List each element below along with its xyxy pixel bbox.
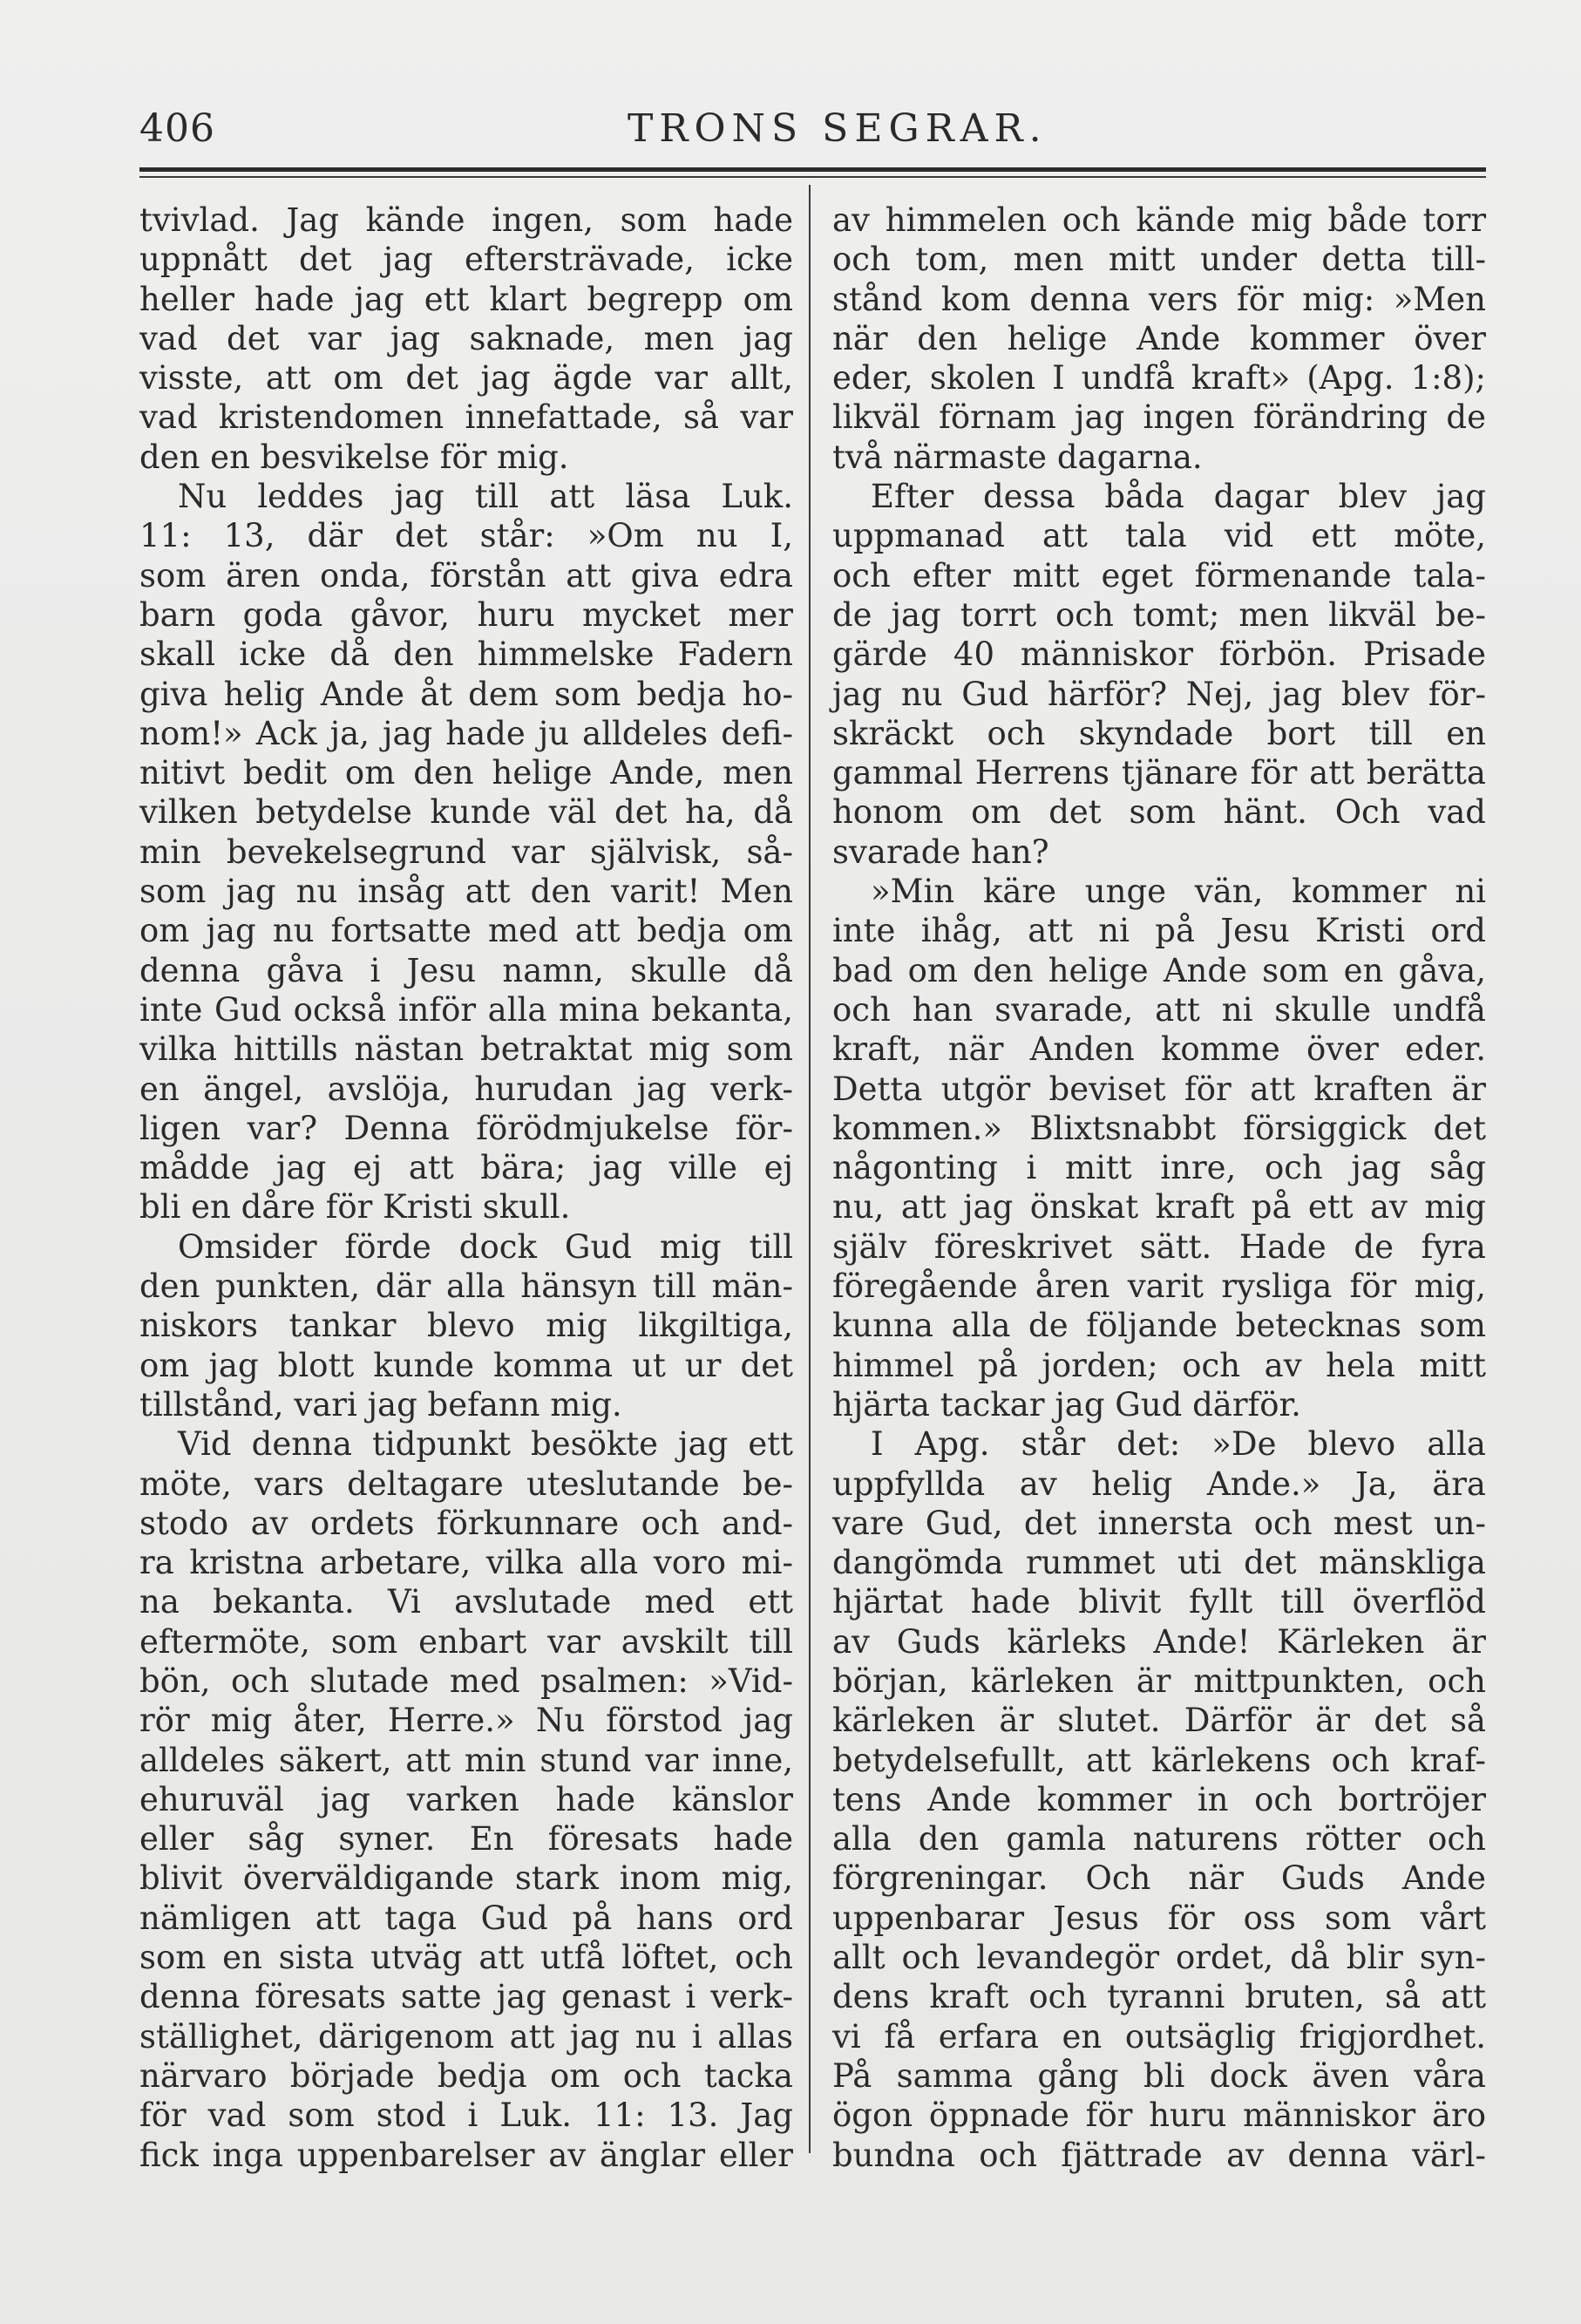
text-line: närvaro började bedja om och tacka xyxy=(139,2056,793,2095)
text-line: kraft, när Anden komme över eder. xyxy=(832,1030,1486,1069)
text-line: och han svarade, att ni skulle undfå xyxy=(832,990,1486,1029)
text-line: barn goda gåvor, huru mycket mer xyxy=(139,595,793,634)
text-line: stånd kom denna vers för mig: »Men xyxy=(832,280,1486,318)
text-line: svarade han? xyxy=(832,832,1049,871)
text-line: de jag torrt och tomt; men likväl be- xyxy=(832,595,1486,634)
text-line: den en besvikelse för mig. xyxy=(139,438,569,476)
text-line: skall icke då den himmelske Fadern xyxy=(139,635,793,674)
text-line: av himmelen och kände mig både torr xyxy=(832,201,1486,239)
text-line: nom!» Ack ja, jag hade ju alldeles defi- xyxy=(139,714,793,752)
text-line: förgreningar. Och när Guds Ande xyxy=(832,1859,1486,1898)
page-header xyxy=(139,106,1486,167)
text-line: bundna och fjättrade av denna värl- xyxy=(832,2136,1486,2174)
text-line: allt och levandegör ordet, då blir syn- xyxy=(832,1939,1486,1977)
text-line: som en sista utväg att utfå löftet, och xyxy=(139,1939,793,1977)
text-line: som ären onda, förstån att giva edra xyxy=(139,556,793,595)
text-line: två närmaste dagarna. xyxy=(832,438,1203,476)
text-line: tvivlad. Jag kände ingen, som hade xyxy=(139,201,793,239)
text-line: bli en dåre för Kristi skull. xyxy=(139,1188,571,1227)
text-line: alla den gamla naturens rötter och xyxy=(832,1820,1486,1859)
text-line: den punkten, där alla hänsyn till män- xyxy=(139,1267,793,1306)
text-line: uppmanad att tala vid ett möte, xyxy=(832,517,1486,555)
text-line: min bevekelsegrund var självisk, så- xyxy=(139,832,793,871)
text-line: vad det var jag saknade, men jag xyxy=(139,319,793,357)
text-line: na bekanta. Vi avslutade med ett xyxy=(139,1583,793,1621)
page-number: 406 xyxy=(139,106,215,151)
text-line: möte, vars deltagare uteslutande be- xyxy=(139,1464,793,1503)
text-line: nu, att jag önskat kraft på ett av mig xyxy=(832,1188,1486,1227)
text-line: vare Gud, det innersta och mest un- xyxy=(832,1504,1486,1542)
text-line: ögon öppnade för huru människor äro xyxy=(832,2096,1486,2135)
text-line: giva helig Ande åt dem som bedja ho- xyxy=(139,675,793,713)
header-rule-thick xyxy=(139,167,1486,172)
text-line: uppenbarar Jesus för oss som vårt xyxy=(832,1899,1486,1937)
text-line: uppnått det jag eftersträvade, icke xyxy=(139,241,793,279)
text-line: om jag blott kunde komma ut ur det xyxy=(139,1346,793,1384)
text-line: bad om den helige Ande som en gåva, xyxy=(832,951,1486,989)
text-line: bön, och slutade med psalmen: »Vid- xyxy=(139,1661,793,1700)
text-line: alldeles säkert, att min stund var inne, xyxy=(139,1741,793,1779)
text-line: likväl förnam jag ingen förändring de xyxy=(832,398,1486,437)
text-line: om jag nu fortsatte med att bedja om xyxy=(139,912,793,950)
text-line: föregående åren varit rysliga för mig, xyxy=(832,1267,1486,1306)
text-line: vad kristendomen innefattade, så var xyxy=(139,398,793,437)
text-line: vilken betydelse kunde väl det ha, då xyxy=(139,793,793,832)
text-line: jag nu Gud härför? Nej, jag blev för- xyxy=(832,675,1486,713)
text-line: kunna alla de följande betecknas som xyxy=(832,1307,1486,1345)
text-line: för vad som stod i Luk. 11: 13. Jag xyxy=(139,2096,793,2135)
text-line: någonting i mitt inre, och jag såg xyxy=(832,1149,1486,1187)
text-line: nitivt bedit om den helige Ande, men xyxy=(139,754,793,792)
text-line: I Apg. står det: »De blevo alla xyxy=(871,1425,1486,1464)
text-line: när den helige Ande kommer över xyxy=(832,319,1486,357)
text-line: och tom, men mitt under detta till- xyxy=(832,241,1486,279)
text-line: fick inga uppenbarelser av änglar eller xyxy=(139,2136,793,2174)
text-line: vilka hittills nästan betraktat mig som xyxy=(139,1030,793,1069)
text-line: heller hade jag ett klart begrepp om xyxy=(139,280,793,318)
text-line: denna föresats satte jag genast i verk- xyxy=(139,1978,793,2016)
text-line: hjärta tackar jag Gud därför. xyxy=(832,1385,1301,1424)
text-line: tillstånd, vari jag befann mig. xyxy=(139,1385,622,1424)
text-line: en ängel, avslöja, hurudan jag verk- xyxy=(139,1070,793,1108)
text-line: som jag nu insåg att den varit! Men xyxy=(139,873,793,911)
text-line: vi få erfara en outsäglig frigjordhet. xyxy=(832,2017,1486,2056)
text-line: gärde 40 människor förbön. Prisade xyxy=(832,635,1486,674)
text-line: skräckt och skyndade bort till en xyxy=(832,714,1486,752)
text-line: ställighet, därigenom att jag nu i allas xyxy=(139,2017,793,2056)
text-line: mådde jag ej att bära; jag ville ej xyxy=(139,1149,793,1187)
left-text-column xyxy=(139,200,793,2175)
text-line: rör mig åter, Herre.» Nu förstod jag xyxy=(139,1702,793,1740)
text-line: av Guds kärleks Ande! Kärleken är xyxy=(832,1622,1486,1661)
header-rule-thin xyxy=(139,176,1486,178)
text-line: betydelsefullt, att kärlekens och kraf- xyxy=(832,1741,1486,1779)
text-line: ehuruväl jag varken hade känslor xyxy=(139,1780,793,1818)
text-line: dens kraft och tyranni bruten, så att xyxy=(832,1978,1486,2016)
text-line: himmel på jorden; och av hela mitt xyxy=(832,1346,1486,1384)
text-line: honom om det som hänt. Och vad xyxy=(832,793,1486,832)
text-line: inte ihåg, att ni på Jesu Kristi ord xyxy=(832,912,1486,950)
text-line: visste, att om det jag ägde var allt, xyxy=(139,359,793,398)
text-line: Efter dessa båda dagar blev jag xyxy=(871,478,1486,516)
text-line: stodo av ordets förkunnare och and- xyxy=(139,1504,793,1542)
text-line: själv föreskrivet sätt. Hade de fyra xyxy=(832,1227,1486,1266)
text-line: hjärtat hade blivit fyllt till överflöd xyxy=(832,1583,1486,1621)
text-line: »Min käre unge vän, kommer ni xyxy=(871,873,1486,911)
text-line: nämligen att taga Gud på hans ord xyxy=(139,1899,793,1937)
text-line: dangömda rummet uti det mänskliga xyxy=(832,1544,1486,1582)
text-line: eder, skolen I undfå kraft» (Apg. 1:8); xyxy=(832,359,1486,398)
text-line: niskors tankar blevo mig likgiltiga, xyxy=(139,1307,793,1345)
text-line: På samma gång bli dock även våra xyxy=(832,2056,1486,2095)
text-line: eller såg syner. En föresats hade xyxy=(139,1820,793,1859)
text-line: kärleken är slutet. Därför är det så xyxy=(832,1702,1486,1740)
text-line: kommen.» Blixtsnabbt försiggick det xyxy=(832,1109,1486,1147)
text-line: blivit överväldigande stark inom mig, xyxy=(139,1859,793,1898)
text-line: gammal Herrens tjänare för att berätta xyxy=(832,754,1486,792)
text-line: ra kristna arbetare, vilka alla voro mi- xyxy=(139,1544,793,1582)
text-line: Nu leddes jag till att läsa Luk. xyxy=(178,478,793,516)
right-text-column xyxy=(832,200,1486,2175)
text-line: och efter mitt eget förmenande tala- xyxy=(832,556,1486,595)
text-line: ligen var? Denna förödmjukelse för- xyxy=(139,1109,793,1147)
text-line: början, kärleken är mittpunkten, och xyxy=(832,1661,1486,1700)
text-line: Detta utgör beviset för att kraften är xyxy=(832,1070,1486,1108)
text-line: uppfyllda av helig Ande.» Ja, ära xyxy=(832,1464,1486,1503)
text-line: denna gåva i Jesu namn, skulle då xyxy=(139,951,793,989)
text-line: eftermöte, som enbart var avskilt till xyxy=(139,1622,793,1661)
column-divider xyxy=(809,185,811,2153)
running-title: TRONS SEGRAR. xyxy=(628,106,1048,151)
text-line: 11: 13, där det står: »Om nu I, xyxy=(139,517,793,555)
text-line: Vid denna tidpunkt besökte jag ett xyxy=(178,1425,793,1464)
text-line: inte Gud också inför alla mina bekanta, xyxy=(139,990,793,1029)
text-line: tens Ande kommer in och bortröjer xyxy=(832,1780,1486,1818)
text-line: Omsider förde dock Gud mig till xyxy=(178,1227,793,1266)
